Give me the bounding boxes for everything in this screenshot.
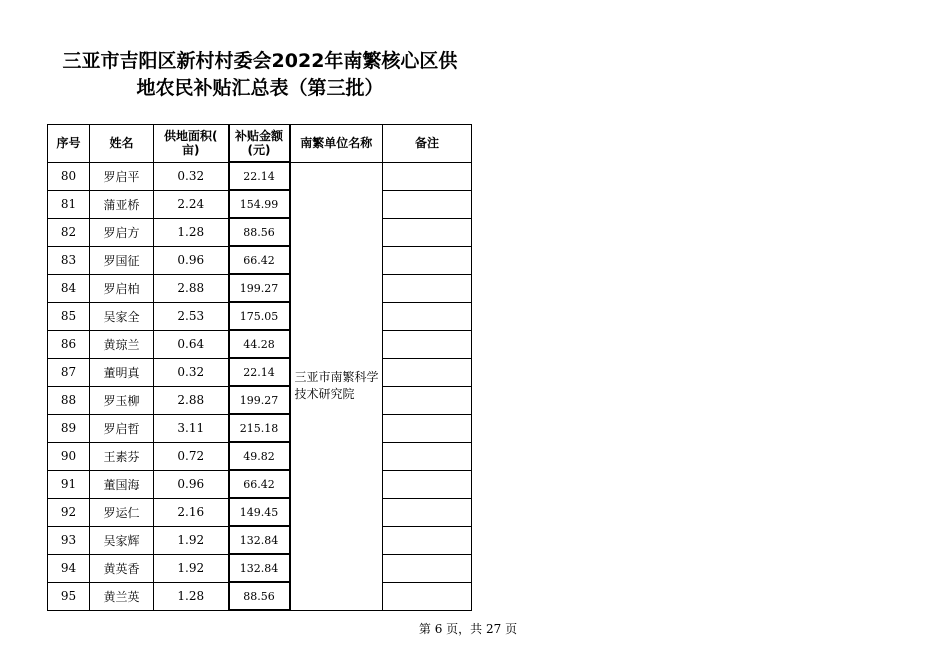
row-seq: 88: [48, 386, 90, 414]
row-name: 罗启哲: [90, 414, 154, 442]
row-seq: 81: [48, 190, 90, 218]
row-amount: 175.05: [229, 302, 290, 330]
row-area: 1.28: [154, 582, 229, 610]
row-amount: 154.99: [229, 190, 290, 218]
row-amount: 215.18: [229, 414, 290, 442]
row-remark: [383, 190, 472, 218]
table-row: [48, 190, 472, 218]
row-seq: 94: [48, 554, 90, 582]
row-amount: 66.42: [229, 470, 290, 498]
row-seq: 93: [48, 526, 90, 554]
row-seq: 80: [48, 162, 90, 190]
row-amount: 132.84: [229, 554, 290, 582]
table-row: [48, 442, 472, 470]
row-name: 罗玉柳: [90, 386, 154, 414]
header-amount-line-2: (元): [247, 143, 271, 157]
row-remark: [383, 274, 472, 302]
row-amount: 49.82: [229, 442, 290, 470]
table-row: [48, 162, 472, 190]
row-amount: 199.27: [229, 274, 290, 302]
table-row: [48, 526, 472, 554]
row-amount: 44.28: [229, 330, 290, 358]
row-remark: [383, 526, 472, 554]
row-name: 黄兰英: [90, 582, 154, 610]
table-row: [48, 274, 472, 302]
row-area: 2.16: [154, 498, 229, 526]
row-seq: 89: [48, 414, 90, 442]
header-seq: 序号: [48, 125, 90, 163]
table-body: [48, 162, 472, 610]
row-name: 蒲亚桥: [90, 190, 154, 218]
row-amount: 149.45: [229, 498, 290, 526]
row-name: 董国海: [90, 470, 154, 498]
row-area: 1.92: [154, 526, 229, 554]
row-name: 王素芬: [90, 442, 154, 470]
row-seq: 85: [48, 302, 90, 330]
row-name: 吴家辉: [90, 526, 154, 554]
row-area: 1.28: [154, 218, 229, 246]
table-row: [48, 498, 472, 526]
row-seq: 95: [48, 582, 90, 610]
row-amount: 199.27: [229, 386, 290, 414]
row-remark: [383, 330, 472, 358]
row-area: 0.32: [154, 162, 229, 190]
table-row: [48, 330, 472, 358]
table-row: [48, 302, 472, 330]
row-remark: [383, 554, 472, 582]
row-area: 3.11: [154, 414, 229, 442]
row-seq: 82: [48, 218, 90, 246]
table-row: [48, 218, 472, 246]
row-seq: 90: [48, 442, 90, 470]
header-area-line-2: 亩): [182, 143, 200, 158]
row-seq: 87: [48, 358, 90, 386]
row-amount: 132.84: [229, 526, 290, 554]
row-amount: 22.14: [229, 358, 290, 386]
row-remark: [383, 414, 472, 442]
row-name: 罗国征: [90, 246, 154, 274]
row-seq: 92: [48, 498, 90, 526]
row-remark: [383, 498, 472, 526]
table-row: [48, 554, 472, 582]
unit-name-cell: 三亚市南繁科学技术研究院: [290, 162, 383, 610]
subsidy-table: [47, 124, 472, 611]
row-remark: [383, 302, 472, 330]
row-remark: [383, 358, 472, 386]
header-area: [154, 125, 229, 163]
header-unit: 南繁单位名称: [290, 125, 383, 163]
row-name: 吴家全: [90, 302, 154, 330]
document-title-line-2: 地农民补贴汇总表（第三批）: [136, 77, 384, 99]
row-seq: 86: [48, 330, 90, 358]
row-name: 黄琼兰: [90, 330, 154, 358]
row-area: 2.88: [154, 386, 229, 414]
row-seq: 83: [48, 246, 90, 274]
row-amount: 88.56: [229, 582, 290, 610]
document-title-line-1: 三亚市吉阳区新村村委会2022年南繁核心区供: [62, 50, 458, 72]
header-area-line-1: 供地面积(: [164, 129, 218, 144]
table-header-row: [48, 125, 472, 163]
row-area: 2.53: [154, 302, 229, 330]
table-row: [48, 358, 472, 386]
row-name: 罗运仁: [90, 498, 154, 526]
page-number: 第 6 页，共 27 页: [418, 622, 518, 636]
row-area: 1.92: [154, 554, 229, 582]
row-amount: 88.56: [229, 218, 290, 246]
table-row: [48, 470, 472, 498]
header-amount-line-1: 补贴金额: [234, 129, 283, 143]
row-area: 0.96: [154, 470, 229, 498]
row-area: 2.88: [154, 274, 229, 302]
row-amount: 22.14: [229, 162, 290, 190]
row-remark: [383, 442, 472, 470]
row-amount: 66.42: [229, 246, 290, 274]
table-row: [48, 414, 472, 442]
row-area: 0.64: [154, 330, 229, 358]
row-remark: [383, 218, 472, 246]
row-seq: 84: [48, 274, 90, 302]
row-seq: 91: [48, 470, 90, 498]
row-area: 0.32: [154, 358, 229, 386]
row-name: 罗启柏: [90, 274, 154, 302]
table-row: [48, 246, 472, 274]
row-name: 董明真: [90, 358, 154, 386]
row-remark: [383, 246, 472, 274]
header-amount: [229, 125, 290, 163]
row-name: 黄英香: [90, 554, 154, 582]
row-name: 罗启方: [90, 218, 154, 246]
row-area: 0.72: [154, 442, 229, 470]
row-remark: [383, 162, 472, 190]
row-remark: [383, 386, 472, 414]
table-row: [48, 386, 472, 414]
row-area: 2.24: [154, 190, 229, 218]
row-remark: [383, 470, 472, 498]
row-area: 0.96: [154, 246, 229, 274]
header-remark: 备注: [383, 125, 472, 163]
table-row: [48, 582, 472, 610]
row-remark: [383, 582, 472, 610]
header-name: 姓名: [90, 125, 154, 163]
row-name: 罗启平: [90, 162, 154, 190]
